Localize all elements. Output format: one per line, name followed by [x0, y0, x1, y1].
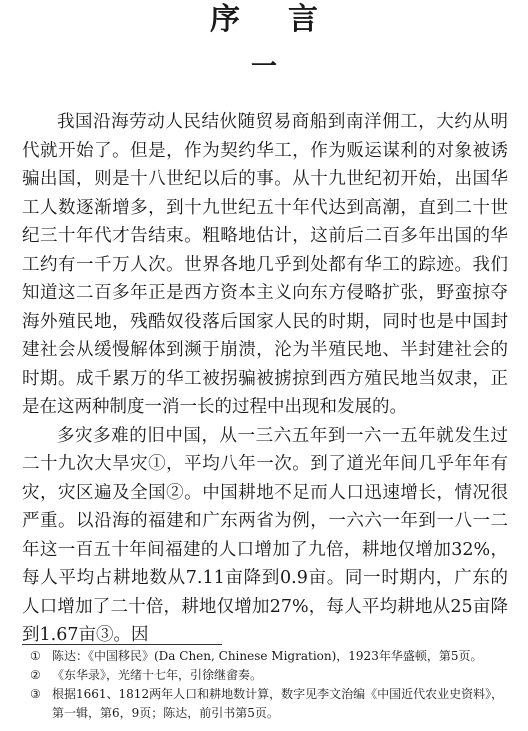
paragraph-2: 多灾多难的旧中国，从一三六五年到一六一五年就发生过二十九次大旱灾①，平均八年一次。到了道光年间几乎年年有灾，灾区遍及全国②。中国耕地不足而人口迅速增长，情况很严重。以沿海的福建和广东两省为例，一六六一年到一八一二年这一百五十年间福建的人口增加了九倍，耕地仅增加32%，每人平均占耕地数从7.11亩降到0.9亩。同一时期内，广东的人口增加了二十倍，耕地仅增加27%，每人平均耕地从25亩降到1.67亩③。因	[22, 425, 508, 645]
footnote-text: 根据1661、1812两年人口和耕地数计算，数字见李文治编《中国近代农业史资料》，第一辑，第6，9页；陈达，前引书第5页。	[52, 687, 504, 720]
footnote-mark: ③	[30, 687, 41, 701]
footnote-divider	[22, 644, 222, 645]
footnote-text: 《东华录》，光绪十七年，引徐继畲奏。	[52, 668, 263, 682]
footnote-text: 陈达：《中国移民》(Da Chen, Chinese Migration)，1923年华盛顿，第5页。	[52, 649, 483, 663]
section-number: 一	[250, 52, 277, 82]
paragraph-1: 我国沿海劳动人民结伙随贸易商船到南洋佣工，大约从明代就开始了。但是，作为契约华工，作为贩运谋利的对象被诱骗出国，则是十八世纪以后的事。从十九世纪初开始，出国华工人数逐渐增多，到十九世纪五十年代达到高潮，直到二十世纪三十年代才告结束。粗略地估计，这前后二百多年出国的华工约有一千万人次。世界各地几乎到处都有华工的踪迹。我们知道这二百多年正是西方资本主义向东方侵略扩张，野蛮掠夺海外殖民地，残酷奴役落后国家人民的时期，同时也是中国封建社会从缓慢解体到濒于崩溃，沦为半殖民地、半封建社会的时期。成千累万的华工被拐骗被掳掠到西方殖民地当奴隶，正是在这两种制度一消一长的过程中出现和发展的。	[22, 112, 508, 417]
footnotes	[30, 647, 510, 723]
body-text	[22, 108, 508, 650]
footnote-mark: ②	[30, 668, 41, 682]
footnote-2	[30, 666, 510, 685]
footnote-1	[30, 647, 510, 666]
chapter-title: 序言	[210, 2, 366, 37]
footnote-3	[30, 685, 510, 723]
footnote-mark: ①	[30, 649, 41, 663]
